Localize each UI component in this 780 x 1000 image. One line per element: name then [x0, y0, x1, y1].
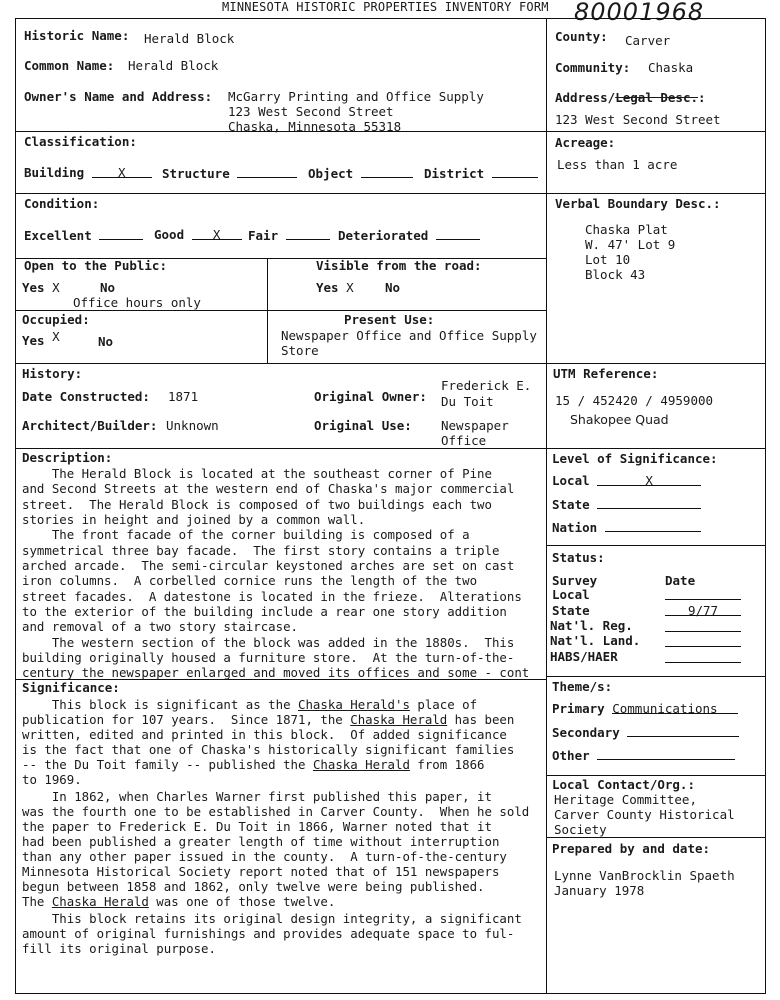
rule: [15, 448, 546, 449]
significance-line: than any other paper issued in the county. A turn-of-the-century: [22, 849, 507, 864]
original-owner-line-2: Du Toit: [441, 394, 494, 409]
description-line: iron columns. A corbelled cornice runs the length of the two: [22, 573, 478, 588]
level-local: [552, 473, 701, 488]
frame-right: [765, 18, 766, 994]
status-natl-land: Nat'l. Land.: [550, 633, 641, 648]
excellent-blank: [99, 227, 143, 240]
verbal-boundary-line-2: W. 47' Lot 9: [585, 237, 676, 252]
district-blank: [492, 165, 538, 178]
district-label: [424, 165, 538, 181]
significance-line: had been published a greater length of time without interruption: [22, 834, 500, 849]
description-line: The front facade of the corner building is composed of a: [22, 527, 470, 542]
structure-label: [162, 165, 297, 181]
fair-blank: [286, 227, 330, 240]
theme-primary-value: Communications: [612, 701, 738, 714]
significance-line: This block retains its original design integrity, a significant: [22, 911, 522, 926]
status-local-blank: [665, 587, 741, 600]
significance-line: is the fact that one of Chaska's historically significant families: [22, 742, 515, 757]
sig-text: has been: [447, 712, 515, 727]
theme-primary: [552, 701, 738, 716]
utm-value: 15 / 452420 / 4959000: [555, 393, 714, 408]
rule: [546, 676, 765, 677]
level-significance-label: Level of Significance:: [552, 451, 718, 466]
verbal-boundary-line-3: Lot 10: [585, 252, 631, 267]
description-line: The western section of the block was added in the 1880s. This: [22, 635, 515, 650]
status-habs-blank: [665, 650, 741, 663]
significance-line: amount of original furnishings and provides adequate space to ful-: [22, 926, 515, 941]
rule: [546, 837, 765, 838]
description-line: The Herald Block is located at the southeast corner of Pine: [22, 466, 492, 481]
significance-line: fill its original purpose.: [22, 941, 216, 956]
common-name-value: Herald Block: [128, 58, 219, 73]
common-name-label: Common Name:: [24, 58, 115, 73]
significance-line: begun between 1858 and 1862, only twelve were being published.: [22, 879, 485, 894]
description-line: building originally housed a furniture store. At the turn-of-the-: [22, 650, 515, 665]
deteriorated-text: Deteriorated: [338, 228, 429, 243]
address-label-a: Address/: [555, 90, 616, 105]
level-nation-blank: [605, 519, 701, 532]
excellent-label: [24, 227, 143, 243]
significance-line: [22, 757, 485, 772]
classification-label: Classification:: [24, 134, 137, 149]
frame-top: [15, 18, 765, 19]
open-yes-text: Yes: [22, 280, 45, 295]
good-label: [154, 227, 242, 242]
history-label: History:: [22, 366, 83, 381]
prepared-name: Lynne VanBrocklin Spaeth: [554, 868, 735, 883]
significance-line: Minnesota Historical Society report noted that of 151 newspapers: [22, 864, 500, 879]
column-divider: [546, 18, 547, 994]
rule: [546, 363, 765, 364]
sig-text: publication for 107 years. Since 1871, the: [22, 712, 351, 727]
owner-line-1: McGarry Printing and Office Supply: [228, 89, 484, 104]
owner-label: Owner's Name and Address:: [24, 89, 213, 104]
building-label: [24, 165, 152, 180]
description-label: Description:: [22, 450, 113, 465]
community-value: Chaska: [648, 60, 694, 75]
object-label: [308, 165, 413, 181]
significance-line: [22, 712, 514, 727]
fair-label: [248, 227, 330, 243]
description-line: street. The Herald Block is composed of two buildings each two: [22, 497, 492, 512]
status-date-header: Date: [665, 573, 696, 588]
paper-title: Chaska Herald's: [298, 697, 410, 712]
visible-road-no: No: [385, 280, 401, 295]
fair-text: Fair: [248, 228, 279, 243]
occupied-yes-mark: X: [52, 329, 60, 344]
frame-left: [15, 18, 16, 994]
structure-blank: [237, 165, 297, 178]
level-nation-text: Nation: [552, 520, 598, 535]
level-state-blank: [597, 496, 701, 509]
rule: [15, 310, 546, 311]
significance-line: [22, 697, 477, 712]
local-contact-line-2: Carver County Historical: [554, 807, 735, 822]
district-text: District: [424, 166, 485, 181]
prepared-label: Prepared by and date:: [552, 841, 711, 856]
status-state-date: 9/77: [665, 603, 741, 616]
inventory-number: 80001968: [574, 0, 705, 26]
visible-yes-mark: X: [346, 280, 354, 295]
local-contact-label: Local Contact/Org.:: [552, 777, 695, 792]
county-value: Carver: [625, 33, 671, 48]
theme-label: Theme/s:: [552, 679, 613, 694]
original-owner-label: Original Owner:: [314, 389, 427, 404]
level-nation: [552, 519, 701, 535]
theme-secondary-blank: [627, 724, 739, 737]
verbal-boundary-line-1: Chaska Plat: [585, 222, 668, 237]
rule: [546, 131, 765, 132]
description-line: and Second Streets at the western end of Chaska's major commercial: [22, 481, 515, 496]
original-use-line-2: Office: [441, 433, 487, 448]
rule: [546, 448, 765, 449]
good-text: Good: [154, 227, 185, 242]
description-line: and removal of a two story staircase.: [22, 619, 299, 634]
status-local: Local: [552, 587, 590, 602]
status-natl-reg-blank: [665, 619, 741, 632]
verbal-boundary-line-4: Block 43: [585, 267, 646, 282]
open-public-note: Office hours only: [73, 295, 201, 310]
level-state-text: State: [552, 497, 590, 512]
rule: [15, 193, 546, 194]
address-label: [555, 90, 706, 105]
theme-primary-text: Primary: [552, 701, 605, 716]
present-use-line-2: Store: [281, 343, 319, 358]
significance-line: to 1969.: [22, 772, 82, 787]
theme-secondary-text: Secondary: [552, 725, 620, 740]
paper-title: Chaska Herald: [350, 712, 448, 727]
significance-line: [22, 894, 335, 909]
sig-text: -- the Du Toit family -- published the: [22, 757, 313, 772]
building-mark: X: [92, 165, 152, 178]
condition-label: Condition:: [24, 196, 100, 211]
significance-line: was the fourth one to be established in Carver County. When he sold: [22, 804, 530, 819]
occupied-label: Occupied:: [22, 312, 90, 327]
significance-line: In 1862, when Charles Warner first published this paper, it: [22, 789, 492, 804]
date-constructed-label: Date Constructed:: [22, 389, 150, 404]
owner-line-2: 123 West Second Street: [228, 104, 394, 119]
significance-label: Significance:: [22, 680, 120, 695]
occupied-yes-text: Yes: [22, 333, 45, 348]
paper-title: Chaska Herald: [51, 894, 149, 909]
open-public-yes: [22, 280, 60, 295]
present-use-label: Present Use:: [344, 312, 435, 327]
paper-title: Chaska Herald: [312, 757, 410, 772]
excellent-text: Excellent: [24, 228, 92, 243]
theme-other-blank: [597, 747, 735, 760]
theme-other: [552, 747, 735, 763]
utm-label: UTM Reference:: [553, 366, 659, 381]
local-contact-line-1: Heritage Committee,: [554, 792, 697, 807]
description-line: to the exterior of the building include a rear one story addition: [22, 604, 507, 619]
status-habs: HABS/HAER: [550, 649, 618, 664]
sig-text: The: [22, 894, 52, 909]
status-natl-land-blank: [665, 634, 741, 647]
original-use-label: Original Use:: [314, 418, 412, 433]
historic-name-value: Herald Block: [144, 31, 235, 46]
object-text: Object: [308, 166, 354, 181]
description-line: arched arcade. The semi-circular keystoned arches are set on cast: [22, 558, 515, 573]
sig-text: from 1866: [409, 757, 485, 772]
acreage-value: Less than 1 acre: [557, 157, 678, 172]
owner-line-3: Chaska, Minnesota 55318: [228, 119, 402, 134]
level-local-text: Local: [552, 473, 590, 488]
local-contact-line-3: Society: [554, 822, 607, 837]
level-state: [552, 496, 701, 512]
object-blank: [361, 165, 413, 178]
building-text: Building: [24, 165, 85, 180]
original-use-line-1: Newspaper: [441, 418, 509, 433]
sig-text: was one of those twelve.: [148, 894, 336, 909]
description-line: symmetrical three bay facade. The first story contains a triple: [22, 543, 500, 558]
occupied-yes: [22, 329, 60, 348]
theme-other-text: Other: [552, 748, 590, 763]
open-yes-mark: X: [52, 280, 60, 295]
present-use-line-1: Newspaper Office and Office Supply: [281, 328, 537, 343]
rule: [546, 545, 765, 546]
community-label: Community:: [555, 60, 631, 75]
sig-text: place of: [409, 697, 478, 712]
address-label-b: Legal Desc.: [615, 90, 699, 105]
occupied-no: No: [98, 334, 114, 349]
status-state: State: [552, 603, 590, 618]
historic-name-label: Historic Name:: [24, 28, 130, 43]
acreage-label: Acreage:: [555, 135, 616, 150]
structure-text: Structure: [162, 166, 230, 181]
significance-line: written, edited and printed in this block. Of added significance: [22, 727, 507, 742]
sig-text: This block is significant as the: [22, 697, 299, 712]
description-line: street facades. A datestone is located in the frieze. Alterations: [22, 589, 522, 604]
architect-label: Architect/Builder:: [22, 418, 158, 433]
status-label: Status:: [552, 550, 605, 565]
form-title: MINNESOTA HISTORIC PROPERTIES INVENTORY FORM: [222, 0, 549, 14]
address-label-c: :: [698, 90, 706, 105]
description-line: century the newspaper enlarged and moved its offices and some - cont: [22, 665, 530, 680]
visible-road-yes: [316, 280, 354, 295]
date-constructed-value: 1871: [168, 389, 199, 404]
status-natl-reg: Nat'l. Reg.: [550, 618, 633, 633]
level-local-mark: X: [597, 473, 701, 486]
address-value: 123 West Second Street: [555, 112, 721, 127]
utm-quad: Shakopee Quad: [570, 412, 669, 427]
visible-yes-text: Yes: [316, 280, 339, 295]
original-owner-line-1: Frederick E.: [441, 378, 532, 393]
deteriorated-label: [338, 227, 480, 243]
significance-line: the paper to Frederick E. Du Toit in 1866, Warner noted that it: [22, 819, 492, 834]
rule: [546, 775, 765, 776]
status-survey: Survey: [552, 573, 598, 588]
visible-road-label: Visible from the road:: [316, 258, 482, 273]
rule: [15, 363, 546, 364]
deteriorated-blank: [436, 227, 480, 240]
verbal-boundary-label: Verbal Boundary Desc.:: [555, 196, 721, 211]
theme-secondary: [552, 724, 739, 740]
prepared-date: January 1978: [554, 883, 645, 898]
frame-bottom: [15, 993, 765, 994]
open-public-no: No: [100, 280, 116, 295]
architect-value: Unknown: [166, 418, 219, 433]
rule: [546, 193, 765, 194]
good-mark: X: [192, 227, 242, 240]
county-label: County:: [555, 29, 608, 44]
open-public-label: Open to the Public:: [24, 258, 167, 273]
description-line: stories in height and joined by a common wall.: [22, 512, 366, 527]
